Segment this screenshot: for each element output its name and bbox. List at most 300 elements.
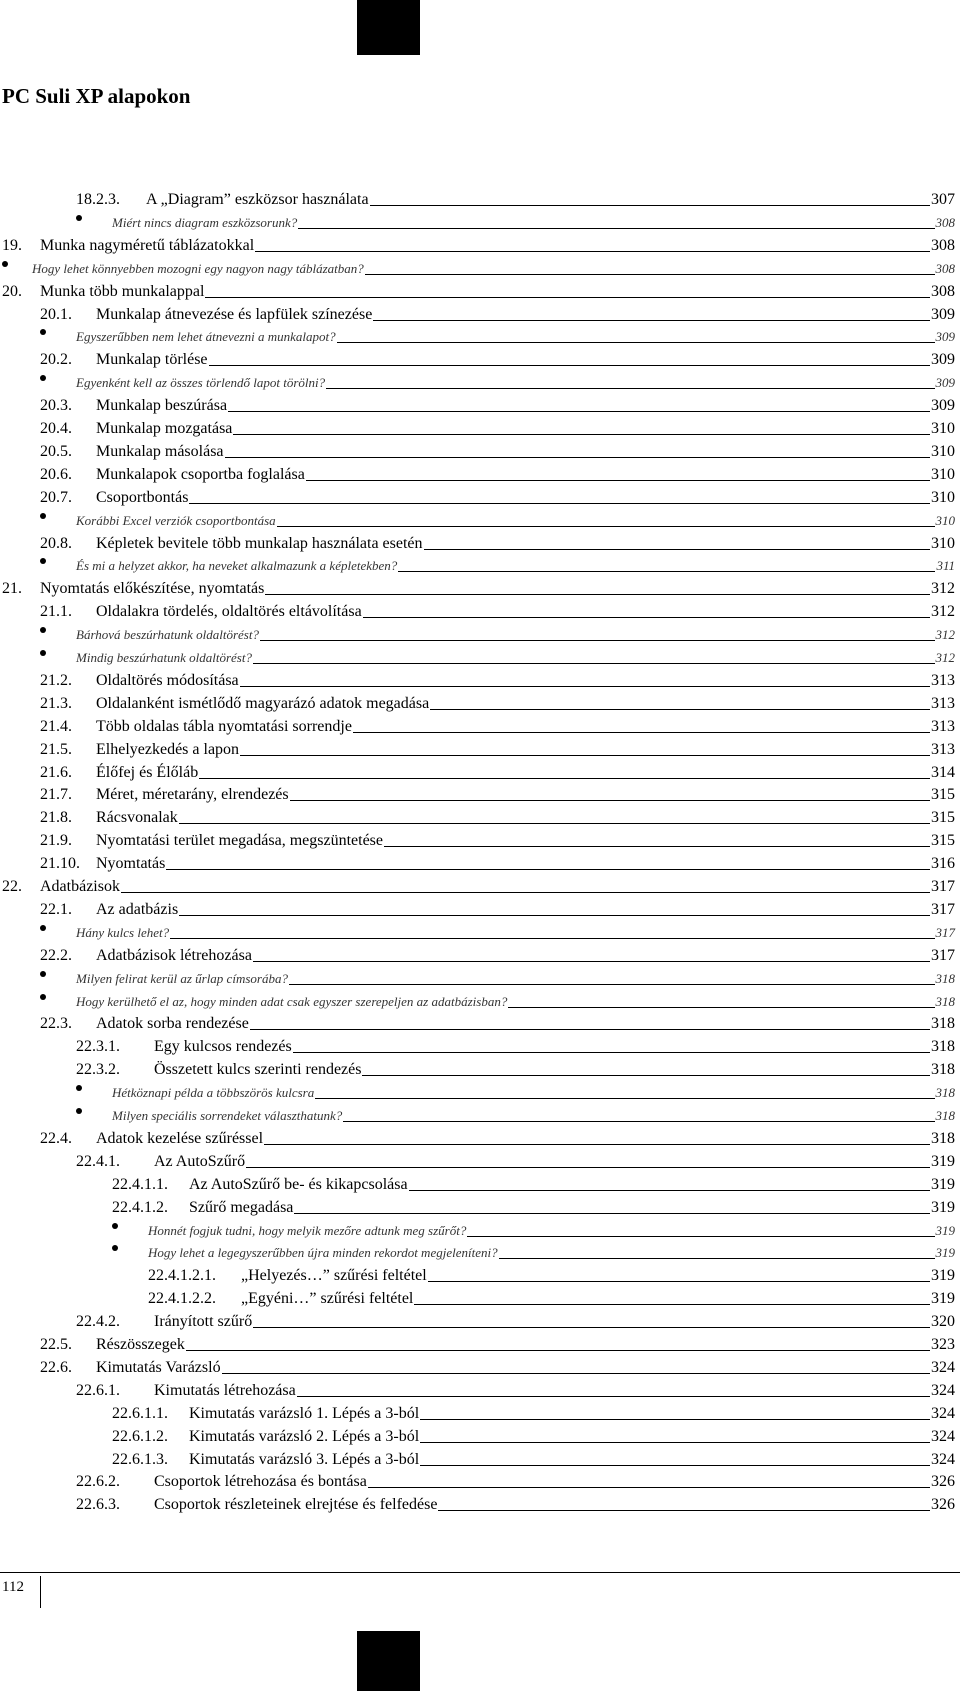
toc-title: Mindig beszúrhatunk oldaltörést? (76, 650, 252, 665)
toc-page-number: 319 (931, 1267, 955, 1285)
toc-title: Munkalapok csoportba foglalása (96, 465, 305, 483)
toc-title: Csoportok részleteinek elrejtése és felfedése (154, 1496, 438, 1514)
toc-number: 21.9. (40, 832, 72, 850)
toc-number: 19. (2, 236, 22, 254)
toc-entry[interactable] (76, 1492, 955, 1514)
toc-leader-line (343, 1121, 934, 1122)
bullet-icon (40, 924, 76, 942)
toc-title: Rácsvonalak (96, 809, 178, 827)
toc-number: 20.3. (40, 397, 72, 415)
toc-title: Az adatbázis (96, 900, 179, 918)
toc-entry[interactable] (76, 1034, 955, 1056)
bullet-dot-icon (40, 375, 46, 381)
toc-title: Munkalap törlése (96, 351, 208, 369)
toc-leader-line (373, 320, 930, 321)
toc-title: Milyen speciális sorrendeket választhatunk? (112, 1108, 343, 1123)
toc-title: Kimutatás Varázsló (96, 1358, 221, 1376)
toc-page-number: 316 (931, 855, 955, 873)
toc-page-number: 308 (931, 282, 955, 300)
toc-leader-line (499, 1258, 935, 1259)
toc-leader-line (398, 571, 935, 572)
toc-subquestion[interactable] (76, 1080, 955, 1102)
toc-leader-line (253, 961, 930, 962)
toc-entry[interactable] (2, 874, 955, 896)
toc-page-number: 310 (931, 534, 955, 552)
toc-title: Nyomtatási terület megadása, megszüntetése (96, 832, 384, 850)
toc-page-number: 324 (931, 1427, 955, 1445)
toc-number: 21.1. (40, 603, 72, 621)
bullet-icon (40, 557, 76, 575)
toc-entry[interactable] (40, 462, 955, 484)
toc-subquestion[interactable] (76, 210, 955, 232)
toc-entry[interactable] (40, 439, 955, 461)
toc-title: Munkalap mozgatása (96, 420, 233, 437)
toc-subquestion[interactable] (40, 622, 955, 644)
toc-title: Az AutoSzűrő be- és kikapcsolása (189, 1175, 408, 1193)
bullet-icon (40, 512, 76, 530)
toc-page-number: 310 (931, 442, 955, 460)
toc-entry[interactable] (112, 1172, 955, 1194)
toc-leader-line (277, 526, 935, 527)
toc-leader-line (179, 823, 930, 824)
toc-leader-line (166, 869, 930, 870)
toc-leader-line (430, 709, 930, 710)
bullet-dot-icon (2, 261, 8, 267)
toc-leader-line (420, 1442, 930, 1443)
toc-entry[interactable] (40, 1355, 955, 1377)
toc-number: 21.4. (40, 717, 72, 735)
bullet-icon (40, 626, 76, 644)
toc-leader-line (420, 1465, 930, 1466)
toc-page-number: 317 (935, 924, 955, 940)
toc-number: 20.8. (40, 534, 72, 552)
toc-number: 22.6.1. (76, 1381, 120, 1399)
toc-title: Kimutatás varázsló 3. Lépés a 3-ból (189, 1450, 420, 1468)
toc-entry[interactable] (40, 805, 955, 827)
toc-leader-line (438, 1510, 930, 1511)
toc-subquestion[interactable] (40, 966, 955, 988)
toc-entry[interactable] (148, 1286, 955, 1308)
toc-leader-line (424, 549, 930, 550)
toc-leader-line (315, 1098, 934, 1099)
toc-title: És mi a helyzet akkor, ha neveket alkalmazunk a képletekben? (76, 558, 398, 574)
toc-page-number: 315 (931, 809, 955, 827)
toc-number: 22.6.2. (76, 1473, 120, 1491)
toc-page-number: 318 (935, 1108, 955, 1123)
toc-subquestion[interactable] (76, 1103, 955, 1125)
toc-title: Irányított szűrő (154, 1313, 253, 1331)
toc-page-number: 309 (935, 329, 955, 345)
bullet-dot-icon (40, 925, 46, 931)
toc-leader-line (365, 274, 935, 275)
toc-subquestion[interactable] (40, 508, 955, 530)
toc-number: 22.6. (40, 1358, 72, 1376)
toc-entry[interactable] (76, 1057, 955, 1079)
toc-number: 21.7. (40, 786, 72, 804)
toc-title: Kimutatás varázsló 2. Lépés a 3-ból (189, 1427, 420, 1445)
toc-entry[interactable] (76, 1378, 955, 1400)
toc-leader-line (240, 755, 930, 756)
bullet-dot-icon (40, 558, 46, 564)
toc-subquestion[interactable] (40, 553, 955, 575)
toc-leader-line (228, 411, 930, 412)
toc-title: Nyomtatás előkészítése, nyomtatás (40, 580, 265, 598)
toc-title: Munkalap átnevezése és lapfülek színezése (96, 305, 373, 323)
toc-page-number: 319 (931, 1198, 955, 1216)
toc-title: Munkalap másolása (96, 442, 224, 460)
toc-leader-line (508, 1007, 934, 1008)
toc-leader-line (233, 434, 930, 435)
toc-leader-line (225, 457, 930, 458)
toc-entry[interactable] (40, 668, 955, 690)
bullet-dot-icon (40, 650, 46, 656)
toc-leader-line (293, 1052, 930, 1053)
toc-leader-line (420, 1419, 930, 1420)
toc-title: Hogy lehet könnyebben mozogni egy nagyon nagy táblázatban? (32, 260, 364, 276)
toc-title: Kimutatás varázsló 1. Lépés a 3-ból (189, 1404, 420, 1422)
toc-title: Munka nagyméretű táblázatokkal (40, 236, 255, 254)
toc-page-number: 310 (931, 420, 955, 437)
bullet-icon (40, 328, 76, 346)
toc-number: 22.5. (40, 1336, 72, 1353)
toc-number: 18.2.3. (76, 191, 120, 208)
toc-entry[interactable] (40, 782, 955, 804)
toc-page-number: 323 (931, 1336, 955, 1353)
toc-title: Az AutoSzűrő (154, 1152, 246, 1170)
toc-title: Munkalap beszúrása (96, 397, 228, 415)
toc-entry[interactable] (2, 279, 955, 301)
toc-number: 20. (2, 282, 22, 300)
toc-leader-line (205, 297, 930, 298)
toc-page-number: 308 (931, 236, 955, 254)
toc-number: 22.4.1.2.1. (148, 1267, 216, 1285)
bullet-icon (40, 649, 76, 667)
toc-entry[interactable] (40, 737, 955, 759)
toc-entry[interactable] (40, 1332, 955, 1354)
toc-subquestion[interactable] (40, 324, 955, 346)
toc-leader-line (209, 365, 930, 366)
toc-title: Nyomtatás (96, 855, 166, 873)
bullet-dot-icon (76, 1108, 82, 1114)
toc-page-number: 309 (935, 375, 955, 391)
toc-leader-line (337, 342, 935, 343)
toc-title: Egy kulcsos rendezés (154, 1038, 292, 1056)
toc-page-number: 319 (935, 1222, 955, 1238)
toc-page-number: 308 (935, 260, 955, 276)
toc-number: 21.3. (40, 694, 72, 712)
toc-page-number: 314 (931, 763, 955, 781)
toc-page-number: 309 (931, 351, 955, 369)
bullet-dot-icon (112, 1245, 118, 1251)
toc-title: Oldalanként ismétlődő magyarázó adatok megadása (96, 694, 430, 712)
toc-entry[interactable] (76, 1149, 955, 1171)
toc-page-number: 309 (931, 397, 955, 415)
toc-leader-line (409, 1190, 930, 1191)
toc-number: 20.2. (40, 351, 72, 369)
toc-page-number: 326 (931, 1496, 955, 1514)
toc-leader-line (363, 617, 930, 618)
toc-subquestion[interactable] (112, 1240, 955, 1262)
bullet-icon (76, 1084, 112, 1102)
toc-page-number: 307 (931, 191, 955, 208)
toc-page-number: 320 (931, 1313, 955, 1331)
toc-leader-line (199, 778, 930, 779)
toc-number: 22.2. (40, 946, 72, 964)
bullet-icon (40, 993, 76, 1011)
toc-entry[interactable] (148, 1263, 955, 1285)
toc-title: Honnét fogjuk tudni, hogy melyik mezőre adtunk meg szűrőt? (148, 1222, 467, 1238)
toc-title: Oldalakra tördelés, oldaltörés eltávolítása (96, 603, 362, 621)
toc-page-number: 324 (931, 1450, 955, 1468)
toc-title: Egyszerűbben nem lehet átnevezni a munkalapot? (76, 329, 336, 345)
toc-page-number: 313 (931, 717, 955, 735)
toc-page-number: 326 (931, 1473, 955, 1491)
toc-number: 22. (2, 878, 22, 895)
toc-page-number: 312 (935, 627, 955, 643)
toc-leader-line (253, 1327, 930, 1328)
toc-title: Részösszegek (96, 1336, 185, 1353)
toc-entry[interactable] (76, 1309, 955, 1331)
toc-entry[interactable] (40, 393, 955, 415)
toc-number: 20.7. (40, 488, 72, 506)
toc-title: Méret, méretarány, elrendezés (96, 786, 289, 804)
toc-page-number: 312 (931, 580, 955, 598)
toc-entry[interactable] (40, 302, 955, 324)
toc-title: Összetett kulcs szerinti rendezés (154, 1061, 362, 1079)
toc-entry[interactable] (40, 714, 955, 736)
toc-page-number: 318 (931, 1061, 955, 1079)
toc-leader-line (186, 1350, 930, 1351)
toc-title: Hétköznapi példa a többszörös kulcsra (112, 1085, 315, 1101)
toc-number: 22.3.1. (76, 1038, 120, 1056)
toc-entry[interactable] (112, 1447, 955, 1469)
toc-page-number: 319 (931, 1152, 955, 1170)
toc-entry[interactable] (40, 851, 955, 873)
toc-leader-line (121, 892, 930, 893)
toc-subquestion[interactable] (40, 370, 955, 392)
toc-entry[interactable] (112, 1424, 955, 1446)
toc-entry[interactable] (40, 416, 955, 438)
toc-title: Adatbázisok (40, 878, 120, 895)
toc-leader-line (260, 640, 935, 641)
toc-leader-line (370, 205, 930, 206)
toc-number: 20.5. (40, 442, 72, 460)
bullet-dot-icon (112, 1223, 118, 1229)
toc-number: 20.1. (40, 305, 72, 323)
toc-page-number: 318 (931, 1129, 955, 1147)
toc-page-number: 324 (931, 1381, 955, 1399)
toc-title: Kimutatás létrehozása (154, 1381, 296, 1399)
toc-number: 22.4. (40, 1129, 72, 1147)
header-title: PC Suli XP alapokon (2, 84, 191, 108)
toc-title: Egyenként kell az összes törlendő lapot törölni? (76, 375, 326, 391)
toc-entry[interactable] (2, 576, 955, 598)
toc-leader-line (222, 1373, 930, 1374)
toc-page-number: 310 (931, 465, 955, 483)
toc-leader-line (362, 1075, 930, 1076)
toc-entry[interactable] (40, 485, 955, 507)
toc-title: A „Diagram” eszközsor használata (146, 191, 369, 208)
toc-leader-line (298, 228, 934, 229)
toc-subquestion[interactable] (112, 1218, 955, 1240)
toc-title: Elhelyezkedés a lapon (96, 740, 240, 758)
registration-mark-bottom (357, 1631, 420, 1691)
toc-leader-line (289, 984, 935, 985)
toc-number: 22.4.1. (76, 1152, 120, 1170)
toc-entry[interactable] (2, 233, 955, 255)
toc-entry[interactable] (40, 760, 955, 782)
toc-page-number: 317 (931, 946, 955, 964)
toc-number: 21.5. (40, 740, 72, 758)
toc-page-number: 319 (931, 1175, 955, 1193)
toc-entry[interactable] (40, 828, 955, 850)
toc-number: 22.3.2. (76, 1061, 120, 1079)
bullet-icon (112, 1222, 148, 1240)
toc-entry[interactable] (40, 691, 955, 713)
toc-page-number: 324 (931, 1404, 955, 1422)
toc-leader-line (306, 480, 930, 481)
footer-page-number: 112 (2, 1576, 41, 1608)
toc-page-number: 315 (931, 832, 955, 850)
toc-page-number: 318 (931, 1038, 955, 1056)
toc-title: Munka több munkalappal (40, 282, 205, 300)
toc-leader-line (414, 1304, 930, 1305)
toc-leader-line (384, 846, 930, 847)
toc-number: 22.4.2. (76, 1313, 120, 1331)
toc-page-number: 312 (935, 650, 955, 665)
bullet-dot-icon (40, 513, 46, 519)
toc-leader-line (294, 1213, 930, 1214)
toc-page-number: 310 (931, 488, 955, 506)
toc-number: 21.10. (40, 855, 80, 873)
toc-entry[interactable] (40, 897, 955, 919)
toc-title: Szűrő megadása (189, 1198, 294, 1216)
toc-number: 22.6.3. (76, 1496, 120, 1514)
toc-page-number: 318 (935, 970, 955, 986)
toc-number: 21. (2, 580, 22, 598)
toc-page-number: 313 (931, 671, 955, 689)
toc-entry[interactable] (40, 599, 955, 621)
toc-entry[interactable] (40, 1126, 955, 1148)
toc-title: Hogy kerülhető el az, hogy minden adat csak egyszer szerepeljen az adatbázisban? (76, 993, 508, 1009)
toc-leader-line (170, 938, 934, 939)
toc-entry[interactable] (40, 347, 955, 369)
toc-leader-line (353, 732, 930, 733)
toc-leader-line (250, 1029, 930, 1030)
toc-page-number: 312 (931, 603, 955, 621)
toc-title: Milyen felirat kerül az űrlap címsorába? (76, 970, 288, 986)
footer-rule (0, 1572, 960, 1573)
toc-page-number: 318 (931, 1015, 955, 1033)
toc-page-number: 313 (931, 694, 955, 712)
bullet-icon (2, 260, 32, 278)
toc-number: 22.4.1.1. (112, 1175, 168, 1193)
toc-title: Csoportbontás (96, 488, 189, 506)
bullet-dot-icon (40, 994, 46, 1000)
toc-number: 21.8. (40, 809, 72, 827)
toc-title: Korábbi Excel verziók csoportbontása (76, 512, 276, 528)
toc-leader-line (265, 594, 930, 595)
toc-page-number: 317 (931, 878, 955, 895)
toc-leader-line (246, 1167, 930, 1168)
toc-entry[interactable] (112, 1195, 955, 1217)
toc-leader-line (290, 800, 930, 801)
toc-entry[interactable] (40, 531, 955, 553)
toc-number: 21.2. (40, 671, 72, 689)
toc-title: „Helyezés…” szűrési feltétel (241, 1267, 427, 1285)
toc-leader-line (253, 663, 935, 664)
toc-page-number: 313 (931, 740, 955, 758)
toc-title: Csoportok létrehozása és bontása (154, 1473, 367, 1491)
toc-title: Oldaltörés módosítása (96, 671, 239, 689)
toc-number: 20.4. (40, 420, 72, 437)
bullet-icon (40, 374, 76, 392)
bullet-dot-icon (40, 329, 46, 335)
toc-page-number: 308 (935, 214, 955, 230)
toc-number: 21.6. (40, 763, 72, 781)
toc-page-number: 309 (931, 305, 955, 323)
toc-subquestion[interactable] (40, 920, 955, 942)
toc-leader-line (368, 1487, 930, 1488)
toc-entry[interactable] (76, 187, 955, 209)
toc-page-number: 319 (935, 1245, 955, 1261)
toc-title: Bárhová beszúrhatunk oldaltörést? (76, 627, 259, 643)
toc-leader-line (255, 251, 930, 252)
toc-title: „Egyéni…” szűrési feltétel (241, 1290, 414, 1308)
toc-page-number: 319 (931, 1290, 955, 1308)
toc-number: 22.1. (40, 900, 72, 918)
toc-page-number: 311 (936, 558, 955, 574)
registration-mark-top (357, 0, 420, 55)
toc-leader-line (240, 686, 930, 687)
toc-title: Több oldalas tábla nyomtatási sorrendje (96, 717, 352, 735)
toc-page-number: 310 (935, 512, 955, 528)
toc-number: 22.3. (40, 1015, 72, 1033)
toc-title: Adatbázisok létrehozása (96, 946, 252, 964)
toc-entry[interactable] (40, 1011, 955, 1033)
toc-leader-line (264, 1144, 930, 1145)
bullet-dot-icon (40, 971, 46, 977)
toc-entry[interactable] (40, 943, 955, 965)
bullet-dot-icon (40, 627, 46, 633)
toc-leader-line (326, 388, 934, 389)
toc-subquestion[interactable] (40, 989, 955, 1011)
toc-entry[interactable] (76, 1469, 955, 1491)
toc-title: Adatok kezelése szűréssel (96, 1129, 264, 1147)
toc-leader-line (297, 1396, 930, 1397)
toc-entry[interactable] (112, 1401, 955, 1423)
toc-number: 22.6.1.2. (112, 1427, 168, 1445)
toc-leader-line (189, 503, 930, 504)
bullet-icon (76, 1107, 112, 1125)
toc-leader-line (179, 915, 930, 916)
toc-page-number: 317 (931, 900, 955, 918)
toc-subquestion[interactable] (2, 256, 955, 278)
toc-page-number: 315 (931, 786, 955, 804)
toc-title: Miért nincs diagram eszközsorunk? (112, 214, 298, 230)
toc-number: 22.4.1.2. (112, 1198, 168, 1216)
toc-title: Hogy lehet a legegyszerűbben újra minden rekordot megjeleníteni? (148, 1245, 498, 1261)
toc-number: 22.6.1.1. (112, 1404, 168, 1422)
toc-number: 20.6. (40, 465, 72, 483)
toc-number: 22.6.1.3. (112, 1450, 168, 1468)
bullet-icon (112, 1244, 148, 1262)
toc-number: 22.4.1.2.2. (148, 1290, 216, 1308)
toc-title: Élőfej és Élőláb (96, 763, 199, 781)
toc-subquestion[interactable] (40, 645, 955, 667)
bullet-dot-icon (76, 1085, 82, 1091)
toc-title: Adatok sorba rendezése (96, 1015, 249, 1033)
